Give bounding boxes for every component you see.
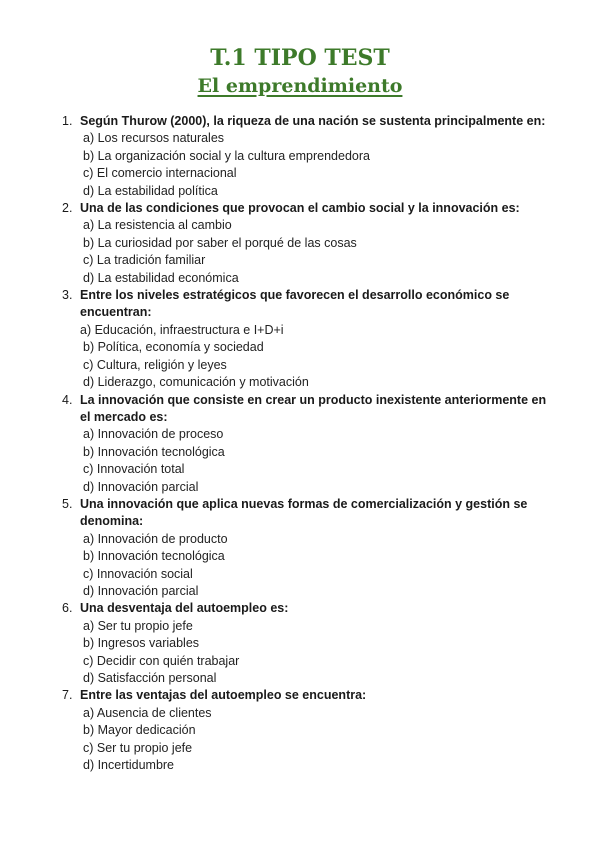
option-c: c) Cultura, religión y leyes: [83, 357, 227, 372]
question-text: Según Thurow (2000), la riqueza de una nación se sustenta principalmente en:: [80, 114, 546, 128]
option-a: a) Ausencia de clientes: [83, 705, 212, 720]
question-number: 3.: [62, 288, 73, 303]
question-text: La innovación que consiste en crear un producto inexistente anteriormente en el mercado es:: [80, 392, 547, 424]
option-b: b) La organización social y la cultura emprendedora: [83, 148, 370, 163]
question-text: Una innovación que aplica nuevas formas de comercialización y gestión se denomina:: [80, 496, 528, 529]
question-6: [62, 600, 550, 687]
option-a: a) Ser tu propio jefe: [83, 618, 193, 633]
option-a: a) Educación, infraestructura e I+D+i: [80, 322, 284, 337]
question-list: [62, 113, 550, 774]
option-d: d) La estabilidad económica: [83, 270, 239, 285]
option-c: c) Innovación social: [83, 566, 193, 581]
question-5: [62, 496, 550, 600]
question-2: [62, 200, 550, 287]
option-b: b) Política, economía y sociedad: [83, 340, 264, 355]
option-d: d) Innovación parcial: [83, 479, 199, 494]
option-b: b) La curiosidad por saber el porqué de las cosas: [83, 235, 357, 250]
question-number: 6.: [62, 601, 73, 616]
option-b: b) Ingresos variables: [83, 636, 200, 651]
option-c: c) Innovación total: [83, 462, 185, 477]
option-list: [80, 426, 550, 496]
question-7: [62, 687, 550, 774]
question-text: Entre los niveles estratégicos que favorecen el desarrollo económico se encuentran:: [80, 288, 510, 320]
question-number: 1.: [62, 114, 73, 128]
question-text: Una desventaja del autoempleo es:: [80, 601, 289, 616]
option-d: d) Satisfacción personal: [83, 671, 217, 685]
question-1: [62, 113, 550, 200]
option-a: a) La resistencia al cambio: [83, 218, 232, 233]
option-list: [80, 130, 550, 200]
question-text: Entre las ventajas del autoempleo se encuentra:: [80, 688, 367, 703]
option-c: c) Decidir con quién trabajar: [83, 653, 240, 668]
option-list: [80, 531, 550, 601]
option-c: c) La tradición familiar: [83, 253, 206, 268]
question-number: 7.: [62, 688, 73, 703]
option-list: [80, 217, 550, 287]
option-a: a) Innovación de producto: [83, 531, 228, 546]
option-d: d) Liderazgo, comunicación y motivación: [83, 375, 309, 390]
option-d: d) La estabilidad política: [83, 183, 218, 198]
question-4: [62, 392, 550, 496]
option-a: a) Los recursos naturales: [83, 131, 225, 146]
option-list: [80, 322, 550, 392]
option-b: b) Innovación tecnológica: [83, 549, 225, 564]
question-3: [62, 287, 550, 391]
question-text: Una de las condiciones que provocan el cambio social y la innovación es:: [80, 201, 520, 216]
option-c: c) Ser tu propio jefe: [83, 740, 193, 755]
option-list: [80, 705, 550, 775]
question-number: 4.: [62, 392, 73, 407]
question-number: 5.: [62, 496, 73, 511]
option-d: d) Innovación parcial: [83, 583, 199, 598]
option-d: d) Incertidumbre: [83, 758, 175, 773]
option-c: c) El comercio internacional: [83, 166, 237, 181]
option-a: a) Innovación de proceso: [83, 427, 224, 442]
option-b: b) Mayor dedicación: [83, 723, 196, 738]
question-number: 2.: [62, 201, 73, 216]
option-b: b) Innovación tecnológica: [83, 444, 225, 459]
option-list: [80, 618, 550, 688]
page-title: T.1 TIPO TEST: [210, 45, 390, 71]
page-subtitle: El emprendimiento: [197, 75, 403, 97]
